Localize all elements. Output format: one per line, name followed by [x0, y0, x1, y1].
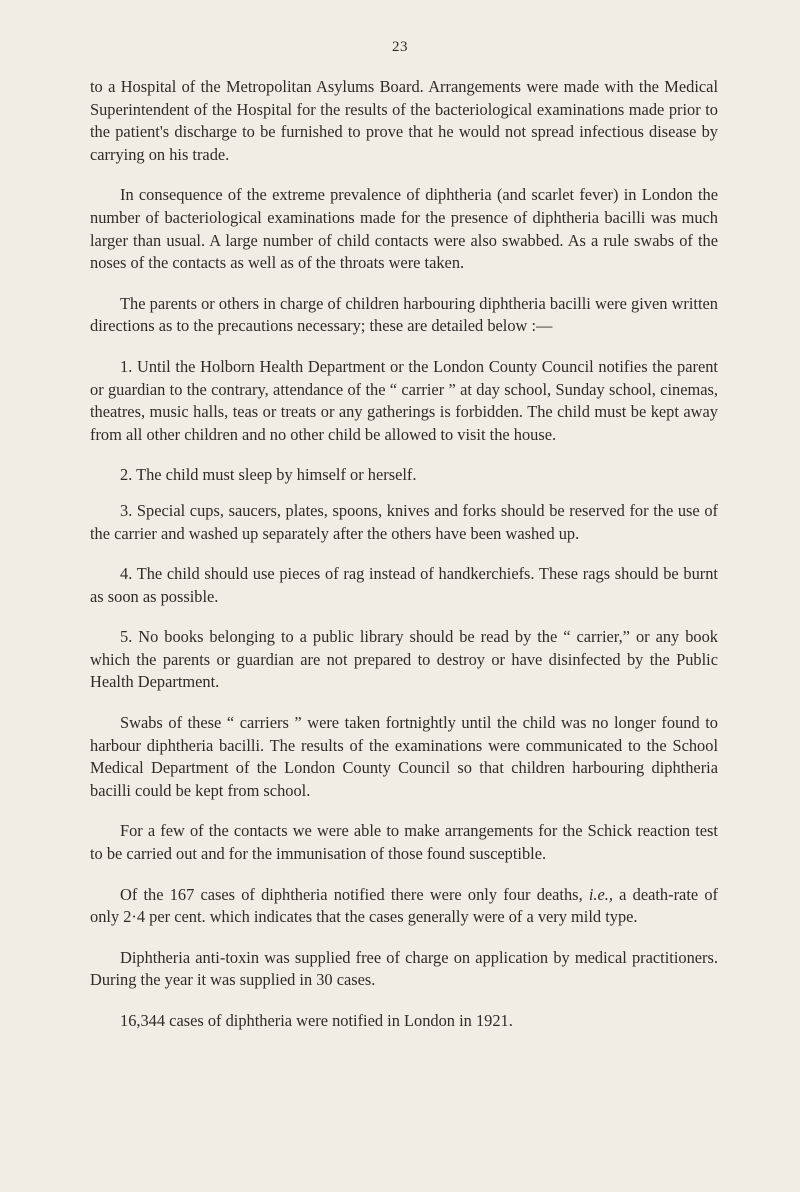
list-item-attendance-forbidden: 1. Until the Holborn Health Department or the London County Council notifies the parent or guardian to the contrary, attendance of the “ carrier ” at day school, Sunday school, cinemas, theatres, music halls, teas or treats or any gatherings is forbidden. The child must be kept away from all other children and no other child be allowed to visit the house. — [90, 356, 718, 444]
list-item-sleep-alone: 2. The child must sleep by himself or herself. — [120, 465, 417, 485]
page-number: 23 — [392, 39, 408, 55]
paragraph-hospital-arrangements: to a Hospital of the Metropolitan Asylums Board. Arrangements were made with the Medical Superintendent of the Hospital for the results of the bacteriological examinations made prior to the patient's discharge to be furnished to prove that he would not spread infectious disease by carrying on his trade. — [90, 77, 718, 164]
paragraph-written-directions: The parents or others in charge of children harbouring diphtheria bacilli were given written directions as to the precautions necessary; these are detailed below :— — [90, 293, 718, 336]
paragraph-carrier-swabs: Swabs of these “ carriers ” were taken fortnightly until the child was no longer found to harbour diphtheria bacilli. The results of the examinations were communicated to the School Medical Department of the London County Council so that children harbouring diphtheria bacilli could be kept from school. — [90, 713, 718, 800]
list-item-library-books: 5. No books belonging to a public library should be read by the “ carrier,” or any book which the parents or guardian are not prepared to destroy or have disinfected by the Public Health Department. — [90, 627, 718, 692]
paragraph-anti-toxin: Diphtheria anti-toxin was supplied free of charge on application by medical practitioners. During the year it was supplied in 30 cases. — [90, 947, 718, 990]
page-body — [90, 76, 718, 1051]
paragraph-london-cases: 16,344 cases of diphtheria were notified in London in 1921. — [120, 1011, 513, 1030]
paragraph-schick-test: For a few of the contacts we were able to make arrangements for the Schick reaction test to be carried out and for the immunisation of those found susceptible. — [90, 821, 718, 864]
list-item-separate-utensils: 3. Special cups, saucers, plates, spoons, knives and forks should be reserved for the use of the carrier and washed up separately after the others have been washed up. — [90, 500, 718, 543]
paragraph-death-rate: Of the 167 cases of diphtheria notified there were only four deaths, i.e., a death-rate of only 2·4 per cent. which indicates that the cases generally were of a very mild type. — [90, 884, 718, 927]
paragraph-diphtheria-prevalence: In consequence of the extreme prevalence of diphtheria (and scarlet fever) in London the number of bacteriological examinations made for the presence of diphtheria bacilli was much larger than usual. A large number of child contacts were also swabbed. As a rule swabs of the noses of the contacts as well as of the throats were taken. — [90, 185, 718, 273]
list-item-rag-handkerchiefs: 4. The child should use pieces of rag instead of handkerchiefs. These rags should be burnt as soon as possible. — [90, 564, 718, 606]
